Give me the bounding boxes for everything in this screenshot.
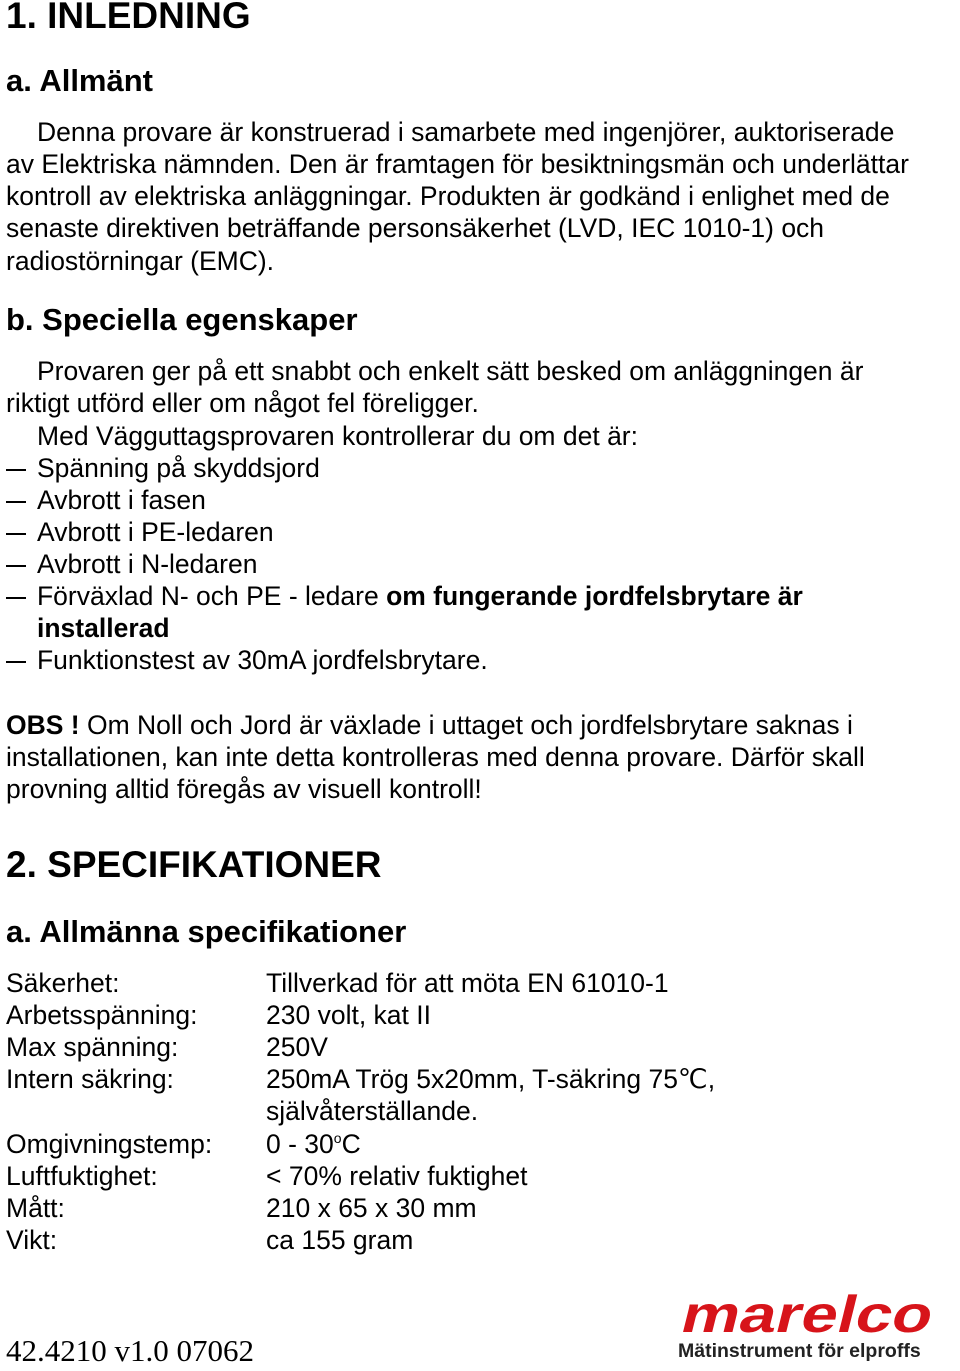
spec-value-unit: C — [341, 1129, 361, 1159]
spec-value: 250V — [266, 1032, 328, 1062]
obs-text: provning alltid föregås av visuell kontroll! — [6, 774, 482, 804]
paragraph-line: radiostörningar (EMC). — [6, 246, 275, 276]
subheading-speciella-egenskaper: b. Speciella egenskaper — [6, 302, 358, 337]
list-item-emphasis: om fungerande jordfelsbrytare är — [386, 581, 803, 611]
spec-label: Säkerhet: — [6, 968, 120, 998]
spec-label: Omgivningstemp: — [6, 1129, 213, 1159]
obs-label: OBS ! — [6, 710, 80, 740]
paragraph-line: Denna provare är konstruerad i samarbete med ingenjörer, auktoriserade — [37, 117, 895, 147]
list-item-emphasis: installerad — [37, 613, 170, 643]
dash-bullet — [6, 469, 26, 471]
spec-value-number: 0 - 30 — [266, 1129, 334, 1159]
paragraph-line: Provaren ger på ett snabbt och enkelt sätt besked om anläggningen är — [37, 356, 864, 386]
obs-text: installationen, kan inte detta kontrolleras med denna provare. Därför skall — [6, 742, 865, 772]
paragraph-line: senaste direktiven beträffande personsäkerhet (LVD, IEC 1010-1) och — [6, 213, 825, 243]
list-item: Funktionstest av 30mA jordfelsbrytare. — [37, 645, 488, 675]
subheading-allmant: a. Allmänt — [6, 63, 153, 98]
paragraph-line: riktigt utförd eller om något fel föreligger. — [6, 388, 479, 418]
spec-label: Max spänning: — [6, 1032, 179, 1062]
spec-label: Vikt: — [6, 1225, 58, 1255]
dash-bullet — [6, 661, 26, 663]
logo-wordmark: marelco — [676, 1286, 890, 1344]
spec-value: 210 x 65 x 30 mm — [266, 1193, 477, 1223]
document-code: 42.4210 v1.0 07062 — [6, 1333, 254, 1368]
list-item: Spänning på skyddsjord — [37, 453, 320, 483]
subheading-allmanna-specifikationer: a. Allmänna specifikationer — [6, 914, 407, 949]
logo-tagline: Mätinstrument för elproffs — [678, 1340, 921, 1362]
obs-text: Om Noll och Jord är växlade i uttaget och jordfelsbrytare saknas i — [79, 710, 853, 740]
spec-value: självåterställande. — [266, 1096, 479, 1126]
section-heading-inledning: 1. INLEDNING — [6, 0, 251, 36]
dash-bullet — [6, 533, 26, 535]
spec-value — [266, 1129, 361, 1160]
spec-value: < 70% relativ fuktighet — [266, 1161, 528, 1191]
spec-value: 230 volt, kat II — [266, 1000, 431, 1030]
obs-note — [6, 709, 853, 741]
spec-label: Intern säkring: — [6, 1064, 174, 1094]
section-heading-specifikationer: 2. SPECIFIKATIONER — [6, 844, 382, 885]
spec-label: Arbetsspänning: — [6, 1000, 198, 1030]
spec-label: Mått: — [6, 1193, 65, 1223]
list-item: Avbrott i fasen — [37, 485, 206, 515]
marelco-logo — [676, 1286, 946, 1366]
dash-bullet — [6, 597, 26, 599]
paragraph-line: av Elektriska nämnden. Den är framtagen för besiktningsmän och underlättar — [6, 149, 909, 179]
paragraph-line: Med Vägguttagsprovaren kontrollerar du om det är: — [37, 421, 638, 451]
paragraph-line: kontroll av elektriska anläggningar. Produkten är godkänd i enlighet med de — [6, 181, 890, 211]
spec-value: ca 155 gram — [266, 1225, 414, 1255]
list-item: Avbrott i N-ledaren — [37, 549, 258, 579]
list-item — [37, 580, 803, 612]
spec-value: 250mA Trög 5x20mm, T-säkring 75℃, — [266, 1064, 716, 1094]
list-item: Avbrott i PE-ledaren — [37, 517, 274, 547]
dash-bullet — [6, 565, 26, 567]
degree-superscript: o — [333, 1130, 342, 1146]
spec-label: Luftfuktighet: — [6, 1161, 158, 1191]
dash-bullet — [6, 501, 26, 503]
list-item-text: Förväxlad N- och PE - ledare — [37, 581, 387, 611]
spec-value: Tillverkad för att möta EN 61010-1 — [266, 968, 669, 998]
